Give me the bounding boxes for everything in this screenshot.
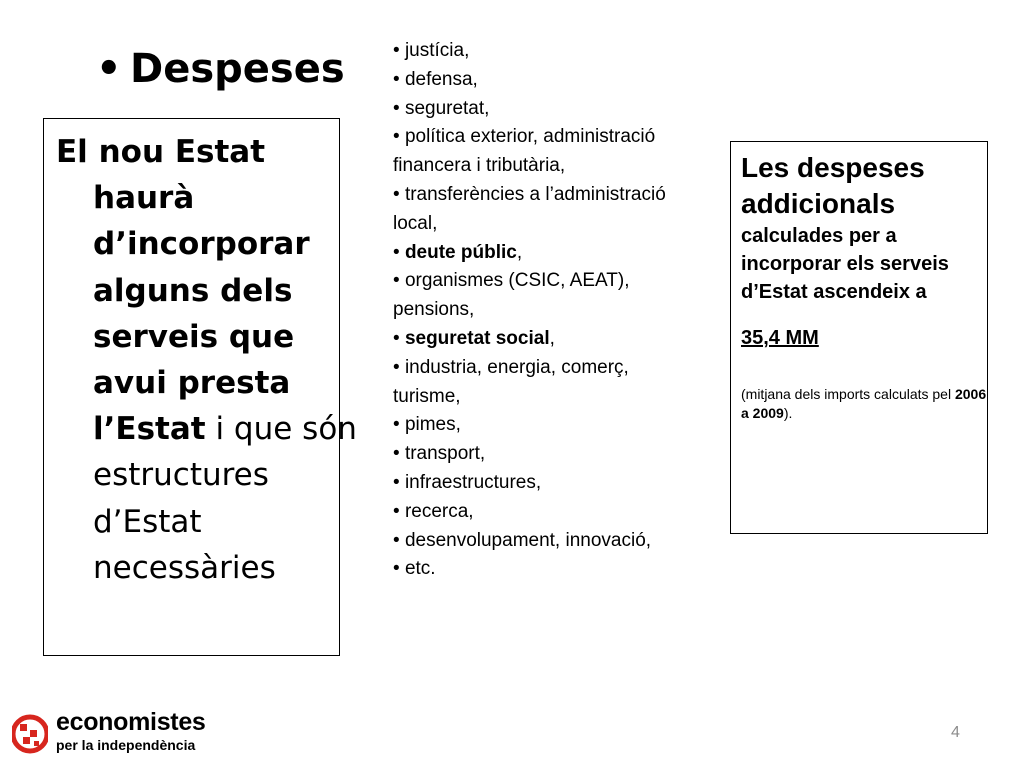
expense-item	[393, 325, 693, 354]
bullet-icon: •	[393, 529, 400, 551]
expense-item	[393, 527, 693, 556]
bullet-icon: •	[393, 126, 400, 148]
note-post: ).	[783, 405, 793, 421]
additional-expenses-amount: 35,4 MM	[741, 327, 819, 349]
title-text: Despeses	[130, 46, 345, 92]
expense-item	[393, 267, 693, 325]
expense-item	[393, 498, 693, 527]
item-text: recerca,	[404, 500, 474, 522]
bullet-icon: •	[393, 558, 400, 580]
expense-item	[393, 95, 693, 124]
additional-expenses-note	[741, 385, 987, 423]
statement-text	[56, 129, 373, 591]
item-bold-text: seguretat social	[404, 327, 550, 349]
bullet-icon: •	[393, 68, 400, 90]
item-text: pimes,	[404, 414, 461, 436]
title-bullet: •	[96, 46, 122, 92]
item-text: seguretat,	[404, 97, 490, 119]
logo-line1: economistes	[56, 708, 206, 736]
item-text: etc.	[404, 558, 436, 580]
logo-line2: per la independència	[56, 737, 196, 753]
page-number: 4	[951, 724, 960, 741]
item-text: justícia,	[404, 40, 470, 61]
expense-item	[393, 181, 693, 239]
item-text: organismes (CSIC, AEAT), pensions,	[393, 270, 630, 321]
item-text: desenvolupament, innovació,	[404, 529, 652, 551]
item-text: política exterior, administració financera i tributària,	[393, 126, 656, 177]
bullet-icon: •	[393, 414, 400, 436]
expense-item	[393, 239, 693, 268]
expense-item	[393, 66, 693, 95]
bullet-icon: •	[393, 500, 400, 522]
note-years: 2006 a 2009	[741, 386, 987, 421]
bullet-icon: •	[393, 327, 400, 349]
additional-expenses-text: calculades per a incorporar els serveis d’Estat ascendeix a	[741, 225, 949, 303]
statement-bold-part: El nou Estat haurà d’incorporar alguns dels serveis que avui presta l’Estat	[56, 134, 310, 448]
expense-item	[393, 354, 693, 412]
item-text: infraestructures,	[404, 471, 542, 493]
bullet-icon: •	[393, 241, 400, 263]
item-text: transport,	[404, 443, 486, 465]
bullet-icon: •	[393, 40, 400, 61]
note-pre: (mitjana dels imports calculats pel	[741, 386, 955, 402]
logo-mark-icon	[12, 712, 48, 756]
expense-item	[393, 411, 693, 440]
item-text: industria, energia, comerç, turisme,	[393, 356, 629, 407]
item-text: ,	[549, 327, 555, 349]
expense-item	[393, 555, 693, 584]
item-text: defensa,	[404, 68, 478, 90]
statement-box	[43, 118, 357, 656]
additional-expenses-box	[730, 141, 988, 534]
bullet-icon: •	[393, 183, 400, 205]
bullet-icon: •	[393, 443, 400, 465]
item-bold-text: deute públic	[404, 241, 517, 263]
item-text: transferències a l’administració local,	[393, 183, 666, 234]
expenses-list	[393, 37, 693, 584]
bullet-icon: •	[393, 356, 400, 378]
item-text: ,	[516, 241, 523, 263]
slide-title	[96, 40, 345, 98]
expense-item	[393, 440, 693, 469]
expense-item	[393, 123, 693, 181]
statement-regular-part: i que són estructures d’Estat necessàries	[93, 411, 357, 586]
expense-item	[393, 469, 693, 498]
additional-expenses-heading: Les despeses addicionals	[741, 152, 925, 219]
expense-item	[393, 37, 693, 66]
economistes-logo	[12, 706, 212, 760]
bullet-icon: •	[393, 97, 400, 119]
bullet-icon: •	[393, 471, 400, 493]
bullet-icon: •	[393, 270, 400, 292]
